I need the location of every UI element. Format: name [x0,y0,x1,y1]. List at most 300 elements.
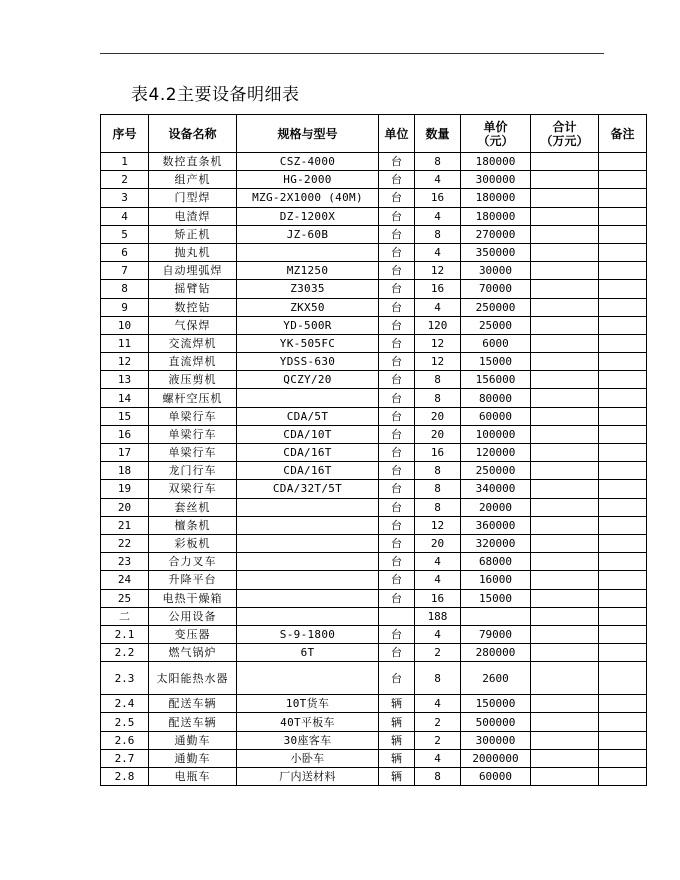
cell-unit: 台 [379,316,415,334]
cell-name: 数控钻 [149,298,237,316]
cell-remark [599,768,647,786]
cell-spec: MZ1250 [237,262,379,280]
cell-price: 6000 [461,334,531,352]
cell-spec [237,389,379,407]
table-row [101,462,647,480]
header-rule [100,53,604,54]
table-row [101,589,647,607]
equipment-table [100,114,647,786]
cell-name: 配送车辆 [149,695,237,713]
cell-spec [237,589,379,607]
cell-seq: 25 [101,589,149,607]
cell-unit: 台 [379,571,415,589]
cell-price: 15000 [461,589,531,607]
cell-name: 通勤车 [149,749,237,767]
cell-price: 2600 [461,662,531,695]
cell-seq: 2.7 [101,749,149,767]
cell-name: 门型焊 [149,189,237,207]
cell-name: 摇臂钻 [149,280,237,298]
cell-total [531,607,599,625]
cell-price: 320000 [461,534,531,552]
cell-spec [237,498,379,516]
cell-unit: 台 [379,516,415,534]
col-total [531,115,599,153]
cell-qty: 20 [415,534,461,552]
cell-remark [599,695,647,713]
cell-seq: 5 [101,225,149,243]
cell-name: 自动埋弧焊 [149,262,237,280]
cell-qty: 4 [415,553,461,571]
cell-spec: CDA/5T [237,407,379,425]
cell-spec: CDA/32T/5T [237,480,379,498]
cell-seq: 2.2 [101,644,149,662]
cell-name: 交流焊机 [149,334,237,352]
cell-qty: 2 [415,713,461,731]
cell-seq: 15 [101,407,149,425]
cell-name: 双梁行车 [149,480,237,498]
cell-seq: 16 [101,425,149,443]
cell-spec: MZG-2X1000 (40M) [237,189,379,207]
cell-name: 龙门行车 [149,462,237,480]
table-row [101,280,647,298]
cell-unit: 台 [379,334,415,352]
cell-total [531,534,599,552]
cell-remark [599,498,647,516]
cell-qty: 2 [415,731,461,749]
table-row [101,768,647,786]
cell-unit: 台 [379,425,415,443]
cell-unit: 台 [379,625,415,643]
header-row [101,115,647,153]
cell-spec: 小卧车 [237,749,379,767]
table-row [101,425,647,443]
cell-price: 250000 [461,462,531,480]
cell-qty: 8 [415,498,461,516]
cell-remark [599,153,647,171]
cell-total [531,589,599,607]
cell-remark [599,243,647,261]
cell-qty: 16 [415,280,461,298]
cell-name: 通勤车 [149,731,237,749]
cell-spec [237,243,379,261]
cell-spec: JZ-60B [237,225,379,243]
cell-total [531,462,599,480]
cell-unit: 台 [379,480,415,498]
cell-remark [599,553,647,571]
cell-remark [599,371,647,389]
cell-spec: QCZY/20 [237,371,379,389]
cell-remark [599,644,647,662]
cell-spec [237,553,379,571]
cell-seq: 13 [101,371,149,389]
col-total-line1: 合计 [552,119,577,134]
cell-qty: 8 [415,462,461,480]
cell-name: 合力叉车 [149,553,237,571]
cell-qty: 8 [415,153,461,171]
cell-price [461,607,531,625]
cell-total [531,768,599,786]
cell-total [531,225,599,243]
cell-total [531,371,599,389]
cell-price: 300000 [461,171,531,189]
cell-unit: 台 [379,534,415,552]
cell-total [531,516,599,534]
cell-remark [599,571,647,589]
cell-seq: 19 [101,480,149,498]
table-row [101,644,647,662]
cell-qty: 8 [415,389,461,407]
cell-unit: 辆 [379,713,415,731]
cell-name: 电渣焊 [149,207,237,225]
cell-remark [599,607,647,625]
cell-spec: YK-505FC [237,334,379,352]
cell-total [531,695,599,713]
cell-seq: 17 [101,444,149,462]
cell-spec: 10T货车 [237,695,379,713]
cell-unit: 辆 [379,749,415,767]
cell-price: 120000 [461,444,531,462]
cell-price: 80000 [461,389,531,407]
cell-seq: 14 [101,389,149,407]
table-row [101,262,647,280]
cell-price: 30000 [461,262,531,280]
cell-unit: 台 [379,225,415,243]
cell-spec: YDSS-630 [237,353,379,371]
cell-spec: 厂内送材料 [237,768,379,786]
cell-remark [599,480,647,498]
cell-price: 150000 [461,695,531,713]
cell-name: 矫正机 [149,225,237,243]
table-row [101,407,647,425]
cell-spec: CDA/10T [237,425,379,443]
cell-remark [599,262,647,280]
cell-qty: 12 [415,353,461,371]
cell-qty: 4 [415,207,461,225]
cell-unit: 台 [379,407,415,425]
cell-spec: HG-2000 [237,171,379,189]
cell-total [531,425,599,443]
cell-total [531,644,599,662]
table-row [101,553,647,571]
cell-unit [379,607,415,625]
cell-total [531,407,599,425]
cell-qty: 2 [415,644,461,662]
cell-seq: 22 [101,534,149,552]
cell-qty: 16 [415,589,461,607]
table-row [101,371,647,389]
cell-price: 16000 [461,571,531,589]
table-row [101,189,647,207]
cell-seq: 1 [101,153,149,171]
table-row [101,316,647,334]
cell-unit: 台 [379,644,415,662]
cell-total [531,243,599,261]
cell-remark [599,534,647,552]
cell-name: 升降平台 [149,571,237,589]
table-row [101,607,647,625]
cell-price: 360000 [461,516,531,534]
cell-seq: 20 [101,498,149,516]
cell-unit: 台 [379,298,415,316]
cell-unit: 台 [379,662,415,695]
table-row [101,207,647,225]
cell-remark [599,462,647,480]
cell-seq: 2.8 [101,768,149,786]
cell-unit: 台 [379,371,415,389]
col-total-line2: （万元） [540,133,589,148]
col-unit: 单位 [379,115,415,153]
cell-seq: 4 [101,207,149,225]
col-name: 设备名称 [149,115,237,153]
cell-unit: 台 [379,243,415,261]
cell-total [531,171,599,189]
cell-unit: 台 [379,280,415,298]
cell-unit: 台 [379,207,415,225]
cell-price: 250000 [461,298,531,316]
cell-remark [599,316,647,334]
cell-price: 180000 [461,153,531,171]
col-qty: 数量 [415,115,461,153]
cell-price: 180000 [461,189,531,207]
cell-remark [599,189,647,207]
cell-seq: 二 [101,607,149,625]
cell-name: 变压器 [149,625,237,643]
cell-qty: 4 [415,171,461,189]
cell-remark [599,334,647,352]
cell-name: 气保焊 [149,316,237,334]
cell-qty: 20 [415,425,461,443]
table-row [101,534,647,552]
cell-total [531,731,599,749]
cell-seq: 2 [101,171,149,189]
cell-total [531,262,599,280]
cell-qty: 16 [415,444,461,462]
cell-name: 单梁行车 [149,407,237,425]
table-row [101,713,647,731]
cell-price: 280000 [461,644,531,662]
table-row [101,731,647,749]
cell-remark [599,731,647,749]
cell-qty: 4 [415,298,461,316]
cell-remark [599,589,647,607]
cell-spec: Z3035 [237,280,379,298]
cell-remark [599,713,647,731]
cell-name: 数控直条机 [149,153,237,171]
cell-qty: 4 [415,625,461,643]
cell-seq: 7 [101,262,149,280]
cell-total [531,480,599,498]
cell-seq: 21 [101,516,149,534]
cell-unit: 辆 [379,731,415,749]
table-row [101,571,647,589]
cell-seq: 12 [101,353,149,371]
cell-total [531,353,599,371]
cell-qty: 12 [415,516,461,534]
cell-name: 电瓶车 [149,768,237,786]
cell-qty: 120 [415,316,461,334]
cell-price: 60000 [461,407,531,425]
col-price-line2: （元） [477,133,514,148]
table-row [101,298,647,316]
cell-price: 500000 [461,713,531,731]
col-seq: 序号 [101,115,149,153]
cell-spec [237,571,379,589]
cell-price: 340000 [461,480,531,498]
cell-seq: 2.1 [101,625,149,643]
cell-unit: 台 [379,171,415,189]
cell-seq: 23 [101,553,149,571]
cell-spec: 6T [237,644,379,662]
cell-total [531,625,599,643]
cell-qty: 8 [415,662,461,695]
cell-qty: 4 [415,695,461,713]
cell-remark [599,749,647,767]
cell-spec: CDA/16T [237,462,379,480]
cell-price: 79000 [461,625,531,643]
table-row [101,334,647,352]
cell-price: 68000 [461,553,531,571]
cell-seq: 11 [101,334,149,352]
col-remark: 备注 [599,115,647,153]
cell-name: 电热干燥箱 [149,589,237,607]
cell-seq: 2.5 [101,713,149,731]
table-row [101,243,647,261]
cell-name: 套丝机 [149,498,237,516]
cell-seq: 9 [101,298,149,316]
cell-unit: 台 [379,589,415,607]
cell-price: 15000 [461,353,531,371]
cell-unit: 台 [379,444,415,462]
cell-price: 100000 [461,425,531,443]
cell-total [531,713,599,731]
cell-qty: 8 [415,371,461,389]
cell-remark [599,225,647,243]
cell-price: 70000 [461,280,531,298]
table-row [101,662,647,695]
cell-remark [599,625,647,643]
table-body [101,153,647,786]
cell-name: 檀条机 [149,516,237,534]
table-row [101,749,647,767]
table-row [101,153,647,171]
cell-qty: 12 [415,262,461,280]
table-row [101,480,647,498]
cell-spec: CSZ-4000 [237,153,379,171]
cell-spec: 40T平板车 [237,713,379,731]
cell-unit: 台 [379,498,415,516]
cell-seq: 24 [101,571,149,589]
cell-name: 组产机 [149,171,237,189]
cell-name: 太阳能热水器 [149,662,237,695]
cell-seq: 2.3 [101,662,149,695]
cell-unit: 台 [379,262,415,280]
cell-name: 燃气锅炉 [149,644,237,662]
cell-price: 156000 [461,371,531,389]
cell-price: 180000 [461,207,531,225]
cell-seq: 8 [101,280,149,298]
cell-total [531,298,599,316]
cell-price: 300000 [461,731,531,749]
cell-unit: 辆 [379,695,415,713]
cell-spec: ZKX50 [237,298,379,316]
cell-unit: 台 [379,353,415,371]
cell-seq: 10 [101,316,149,334]
cell-name: 公用设备 [149,607,237,625]
cell-total [531,280,599,298]
cell-remark [599,444,647,462]
cell-spec: YD-500R [237,316,379,334]
cell-qty: 4 [415,571,461,589]
cell-total [531,498,599,516]
cell-remark [599,280,647,298]
cell-remark [599,425,647,443]
cell-qty: 8 [415,768,461,786]
col-spec: 规格与型号 [237,115,379,153]
cell-name: 直流焊机 [149,353,237,371]
cell-qty: 16 [415,189,461,207]
cell-remark [599,171,647,189]
cell-price: 25000 [461,316,531,334]
cell-unit: 台 [379,153,415,171]
cell-unit: 台 [379,462,415,480]
table-caption: 表4.2主要设备明细表 [131,85,300,105]
cell-unit: 台 [379,553,415,571]
cell-name: 单梁行车 [149,425,237,443]
cell-remark [599,516,647,534]
cell-total [531,749,599,767]
cell-qty: 8 [415,225,461,243]
cell-spec [237,662,379,695]
cell-spec: S-9-1800 [237,625,379,643]
cell-seq: 2.6 [101,731,149,749]
cell-unit: 台 [379,189,415,207]
cell-price: 270000 [461,225,531,243]
cell-total [531,207,599,225]
cell-qty: 12 [415,334,461,352]
cell-qty: 20 [415,407,461,425]
cell-qty: 4 [415,749,461,767]
cell-total [531,571,599,589]
cell-remark [599,407,647,425]
cell-total [531,553,599,571]
table-row [101,498,647,516]
cell-seq: 3 [101,189,149,207]
cell-total [531,316,599,334]
cell-remark [599,353,647,371]
cell-seq: 2.4 [101,695,149,713]
col-price [461,115,531,153]
cell-name: 液压剪机 [149,371,237,389]
cell-qty: 188 [415,607,461,625]
cell-price: 350000 [461,243,531,261]
table-row [101,516,647,534]
cell-unit: 台 [379,389,415,407]
table-row [101,444,647,462]
cell-name: 单梁行车 [149,444,237,462]
cell-spec [237,534,379,552]
cell-remark [599,662,647,695]
table-row [101,695,647,713]
cell-price: 2000000 [461,749,531,767]
table-row [101,225,647,243]
cell-spec: CDA/16T [237,444,379,462]
cell-name: 抛丸机 [149,243,237,261]
col-price-line1: 单价 [483,119,508,134]
cell-seq: 18 [101,462,149,480]
cell-remark [599,298,647,316]
cell-total [531,153,599,171]
cell-remark [599,207,647,225]
